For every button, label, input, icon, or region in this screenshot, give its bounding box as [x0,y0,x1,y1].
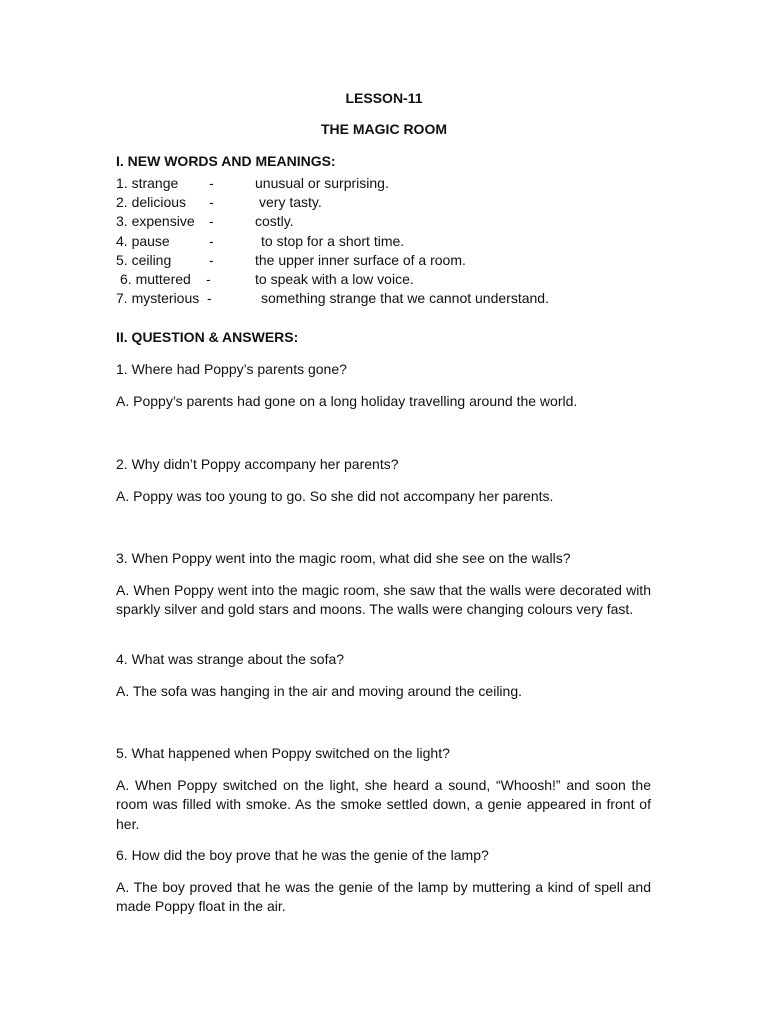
answer-3: A. When Poppy went into the magic room, she saw that the walls were decorated with sparkly silver and gold stars and moons. The walls were changing colours very fast. [116,582,651,618]
question-1: 1. Where had Poppy’s parents gone? [116,361,347,377]
question-2: 2. Why didn’t Poppy accompany her parents? [116,456,399,472]
vocab-meaning: the upper inner surface of a room. [255,251,466,268]
question-4: 4. What was strange about the sofa? [116,651,345,667]
vocab-meaning: to speak with a low voice. [255,270,414,287]
vocab-dash: - [207,290,212,307]
vocab-dash: - [209,213,214,230]
lesson-title: THE MAGIC ROOM [321,121,447,137]
vocab-meaning: to stop for a short time. [261,232,405,249]
answer-6: A. The boy proved that he was the genie of the lamp by muttering a kind of spell and made Poppy float in the air. [116,879,651,915]
answer-4: A. The sofa was hanging in the air and moving around the ceiling. [116,683,522,699]
vocab-dash: - [209,175,214,191]
vocab-dash: - [209,251,214,268]
vocab-term: 2. delicious [116,194,187,211]
vocab-term: 5. ceiling [116,251,172,268]
question-3: 3. When Poppy went into the magic room, what did she see on the walls? [116,550,571,566]
answer-2: A. Poppy was too young to go. So she did not accompany her parents. [116,488,554,504]
question-5: 5. What happened when Poppy switched on the light? [116,745,450,761]
vocab-term: 3. expensive [116,213,195,230]
lesson-number: LESSON-11 [345,90,423,106]
new-words-heading: I. NEW WORDS AND MEANINGS: [116,153,336,169]
vocab-term: 4. pause [116,232,170,249]
vocab-meaning: unusual or surprising. [255,175,389,191]
vocab-term: 7. mysterious [116,290,200,307]
qa-heading: II. QUESTION & ANSWERS: [116,329,299,345]
answer-5: A. When Poppy switched on the light, she heard a sound, “Whoosh!” and soon the room was filled with smoke. As the smoke settled down, a genie appeared in front of her. [116,777,651,832]
vocab-meaning: costly. [255,213,294,230]
vocab-meaning: very tasty. [259,194,322,211]
answer-1: A. Poppy’s parents had gone on a long holiday travelling around the world. [116,393,578,409]
question-6: 6. How did the boy prove that he was the genie of the lamp? [116,847,489,863]
vocab-dash: - [209,232,214,249]
vocab-dash: - [206,270,211,287]
vocab-meaning: something strange that we cannot understand. [261,290,549,307]
vocab-dash: - [209,194,214,211]
vocab-term: 6. muttered [120,270,191,287]
vocab-term: 1. strange [116,175,179,191]
